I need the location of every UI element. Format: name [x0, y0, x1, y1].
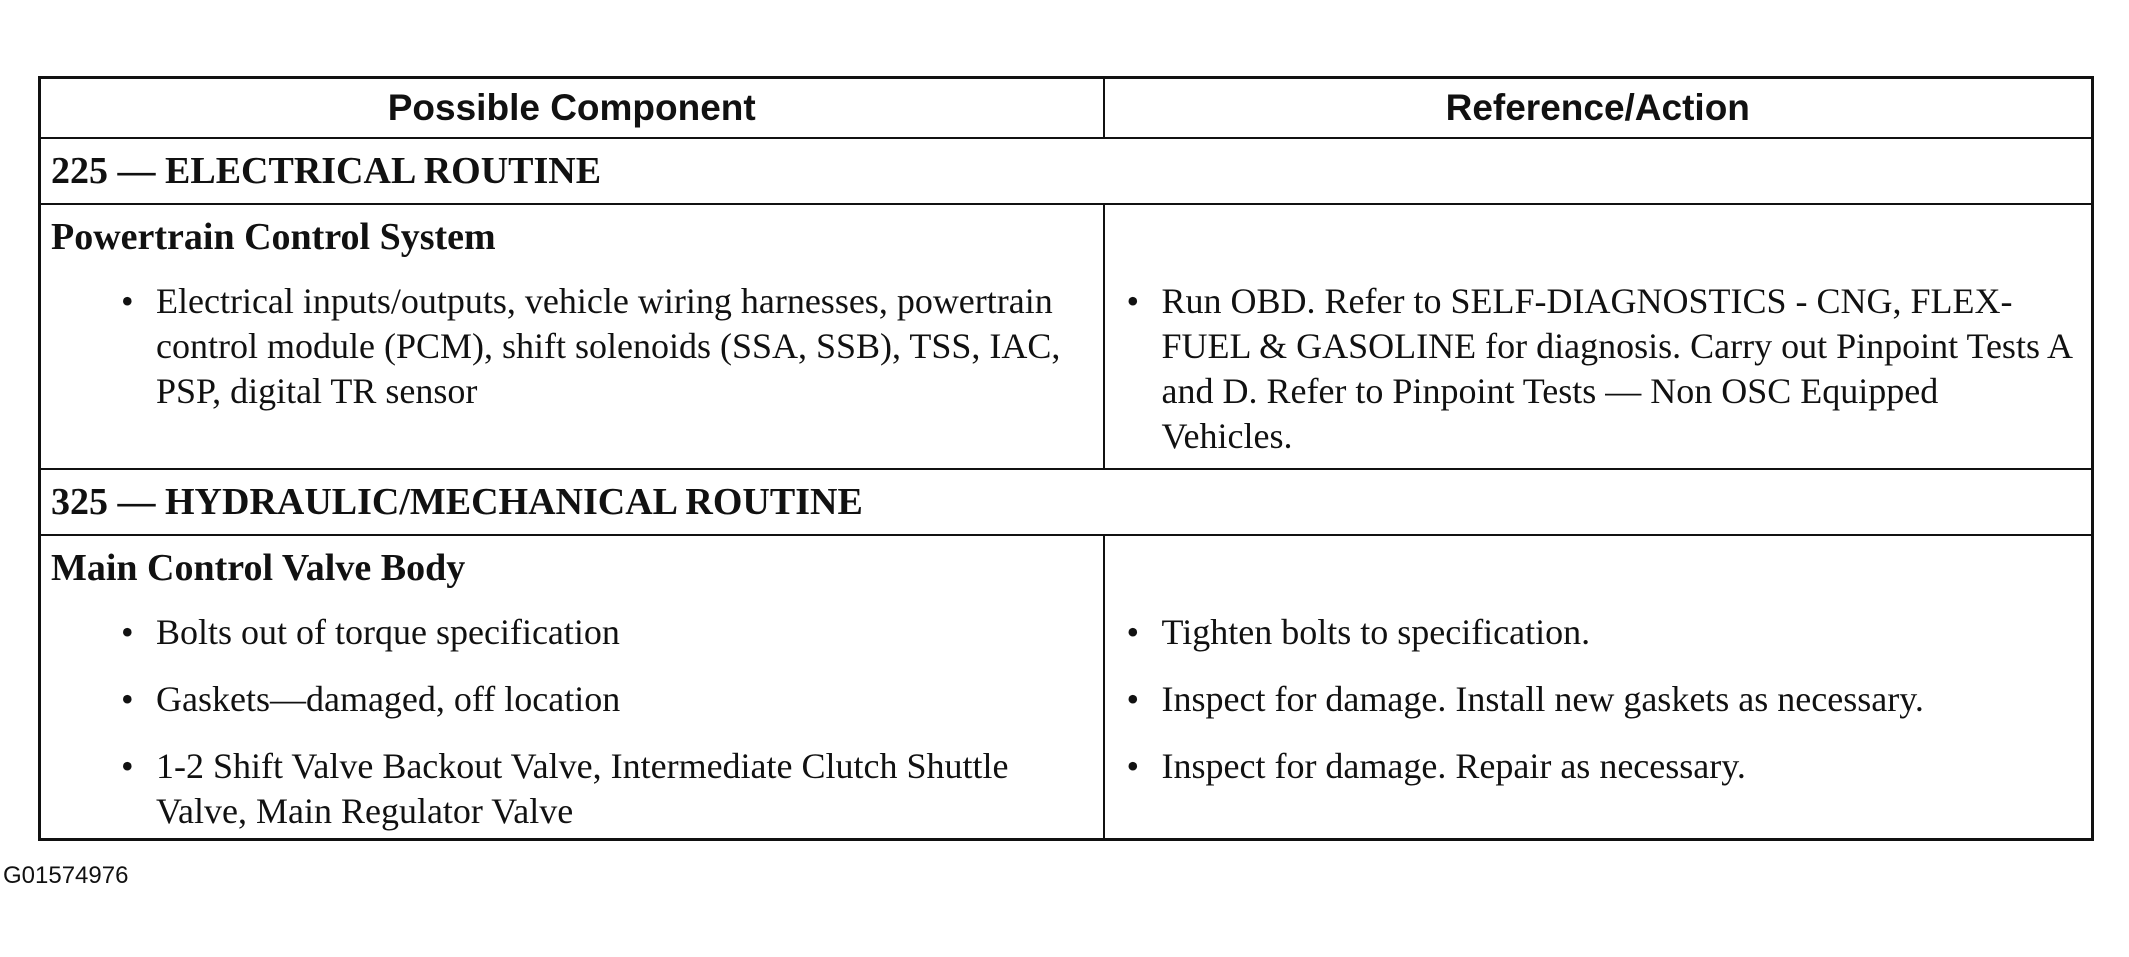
section-row-hydraulic — [40, 469, 2093, 535]
action-list-powertrain — [1105, 279, 2092, 459]
action-text: Inspect for damage. Install new gaskets as necessary. — [1161, 679, 1924, 719]
bullet-icon: • — [1126, 281, 1140, 321]
bullet-icon: • — [1126, 679, 1140, 719]
section-title-hydraulic: 325 — HYDRAULIC/MECHANICAL ROUTINE — [40, 469, 2093, 535]
component-text: Electrical inputs/outputs, vehicle wiring harnesses, powertrain control module (PCM), shift solenoids (SSA, SSB), TSS, IAC, PSP, digital TR sensor — [156, 281, 1061, 411]
diagnostic-table — [38, 76, 2094, 841]
component-text: 1-2 Shift Valve Backout Valve, Intermediate Clutch Shuttle Valve, Main Regulator Valve — [156, 746, 1009, 831]
bullet-icon: • — [121, 281, 134, 321]
group-title-powertrain-control-system: Powertrain Control System — [51, 216, 496, 258]
action-text: Tighten bolts to specification. — [1161, 612, 1591, 652]
component-cell-powertrain — [40, 204, 1104, 469]
action-cell-valve-body — [1104, 535, 2093, 840]
list-item — [41, 677, 1103, 722]
action-text: Run OBD. Refer to SELF-DIAGNOSTICS - CNG, FLEX-FUEL & GASOLINE for diagnosis. Carry out Pinpoint Tests A and D. Refer to Pinpoint Tests — Non OSC Equipped Vehicles. — [1161, 281, 2071, 456]
list-item — [1105, 744, 2092, 789]
bullet-icon: • — [1126, 746, 1140, 786]
component-cell-valve-body — [40, 535, 1104, 840]
list-item — [1105, 610, 2092, 655]
table-header-row — [40, 78, 2093, 139]
action-cell-powertrain — [1104, 204, 2093, 469]
table-row-powertrain-control-system — [40, 204, 2093, 469]
section-title-electrical: 225 — ELECTRICAL ROUTINE — [40, 138, 2093, 204]
action-text: Inspect for damage. Repair as necessary. — [1161, 746, 1746, 786]
table-row-main-control-valve-body — [40, 535, 2093, 840]
list-item — [41, 744, 1103, 834]
action-list-valve-body — [1105, 610, 2092, 789]
figure-id: G01574976 — [3, 862, 129, 889]
component-list-powertrain — [41, 279, 1103, 414]
group-title-main-control-valve-body: Main Control Valve Body — [51, 547, 466, 589]
header-reference-action: Reference/Action — [1104, 78, 2093, 139]
bullet-icon: • — [121, 612, 134, 652]
list-item — [41, 610, 1103, 655]
list-item — [1105, 279, 2092, 459]
component-text: Bolts out of torque specification — [156, 612, 620, 652]
list-item — [1105, 677, 2092, 722]
header-possible-component: Possible Component — [40, 78, 1104, 139]
bullet-icon: • — [121, 746, 134, 786]
bullet-icon: • — [1126, 612, 1140, 652]
list-item — [41, 279, 1103, 414]
bullet-icon: • — [121, 679, 134, 719]
component-list-valve-body — [41, 610, 1103, 834]
section-row-electrical — [40, 138, 2093, 204]
component-text: Gaskets—damaged, off location — [156, 679, 621, 719]
